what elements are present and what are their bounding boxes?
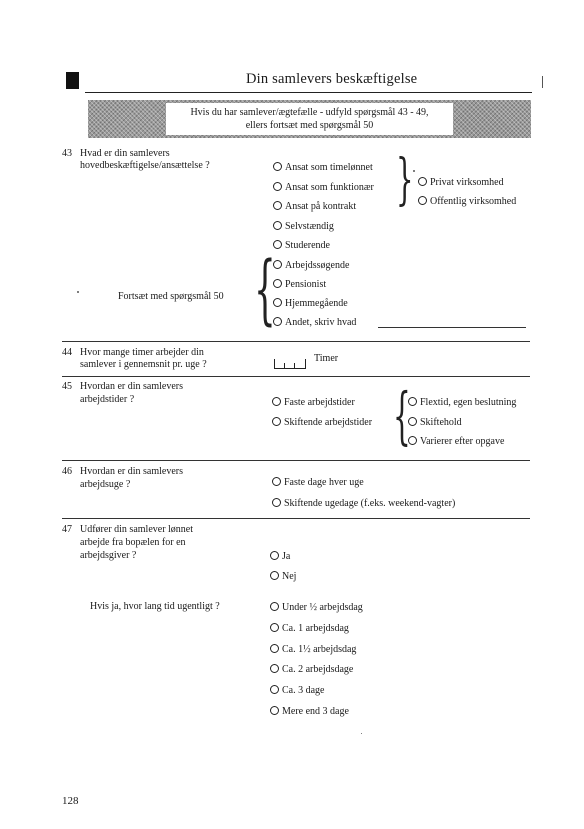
q43-option-kontrakt[interactable]: Ansat på kontrakt	[273, 200, 356, 213]
radio-circle-icon	[408, 417, 417, 426]
q43-option-pensionist[interactable]: Pensionist	[273, 278, 326, 291]
question-43-number: 43	[62, 148, 72, 159]
question-43-line-2: hovedbeskæftigelse/ansættelse ?	[80, 160, 210, 171]
q43-option-funktionaer[interactable]: Ansat som funktionær	[273, 181, 374, 194]
radio-circle-icon	[270, 623, 279, 632]
question-44-line-1: Hvor mange timer arbejder din	[80, 347, 204, 358]
question-45-line-1: Hvordan er din samlevers	[80, 381, 184, 392]
radio-circle-icon	[270, 571, 279, 580]
question-46-line-1: Hvordan er din samlevers	[80, 466, 184, 477]
banner-line-2: ellers fortsæt med spørgsmål 50	[245, 120, 374, 131]
q45-sub-option-flextid[interactable]: Flextid, egen beslutning	[408, 396, 516, 409]
q43-continue-note: Fortsæt med spørgsmål 50	[118, 291, 224, 302]
q43-sub-option-offentlig[interactable]: Offentlig virksomhed	[418, 195, 516, 208]
q47-followup-2-dage[interactable]: Ca. 2 arbejdsdage	[270, 663, 353, 676]
q45-option-faste[interactable]: Faste arbejdstider	[272, 396, 355, 409]
q47-followup-label: Hvis ja, hvor lang tid ugentligt ?	[90, 601, 220, 612]
question-44-number: 44	[62, 347, 72, 358]
q45-option-skiftende[interactable]: Skiftende arbejdstider	[272, 416, 372, 429]
q44-hours-input[interactable]	[274, 359, 306, 369]
q43-option-andet[interactable]: Andet, skriv hvad	[273, 316, 356, 329]
radio-circle-icon	[270, 602, 279, 611]
q47-option-ja[interactable]: Ja	[270, 550, 290, 563]
question-47-line-3: arbejdsgiver ?	[80, 550, 137, 561]
question-44-line-2: samlever i gennemsnit pr. uge ?	[80, 359, 207, 370]
q46-option-skiftende-ugedage[interactable]: Skiftende ugedage (f.eks. weekend-vagter)	[272, 497, 455, 510]
radio-circle-icon	[418, 196, 427, 205]
question-47-line-2: arbejde fra bopælen for en	[80, 537, 186, 548]
section-divider	[62, 518, 530, 519]
section-divider	[62, 341, 530, 342]
right-brace-icon: }	[396, 147, 414, 211]
q43-option-hjemmegaaende[interactable]: Hjemmegående	[273, 297, 348, 310]
question-45-number: 45	[62, 381, 72, 392]
q43-option-timeloennet[interactable]: Ansat som timelønnet	[273, 161, 373, 174]
q47-followup-1-halv-dag[interactable]: Ca. 1½ arbejdsdag	[270, 643, 356, 656]
stray-mark	[361, 733, 362, 734]
q46-option-faste-dage[interactable]: Faste dage hver uge	[272, 476, 364, 489]
q47-followup-mere-end-3[interactable]: Mere end 3 dage	[270, 705, 349, 718]
radio-circle-icon	[270, 551, 279, 560]
q43-option-selvstaendig[interactable]: Selvstændig	[273, 220, 334, 233]
section-divider	[62, 376, 530, 377]
q45-sub-option-varierer[interactable]: Varierer efter opgave	[408, 435, 504, 448]
page-title: Din samlevers beskæftigelse	[246, 71, 418, 87]
q43-sub-option-privat[interactable]: Privat virksomhed	[418, 176, 504, 189]
radio-circle-icon	[418, 177, 427, 186]
question-46-number: 46	[62, 466, 72, 477]
radio-circle-icon	[270, 685, 279, 694]
radio-circle-icon	[270, 644, 279, 653]
radio-circle-icon	[273, 162, 282, 171]
page-number: 128	[62, 795, 79, 807]
black-marker-square	[66, 72, 79, 89]
instruction-banner	[88, 100, 531, 138]
left-brace-icon: {	[393, 379, 411, 452]
radio-circle-icon	[408, 397, 417, 406]
radio-circle-icon	[272, 477, 281, 486]
banner-line-1: Hvis du har samlever/ægtefælle - udfyld spørgsmål 43 - 49,	[190, 107, 429, 118]
q43-option-arbejdssoegende[interactable]: Arbejdssøgende	[273, 259, 349, 272]
radio-circle-icon	[270, 664, 279, 673]
question-43-line-1: Hvad er din samlevers	[80, 148, 170, 159]
q44-unit-label: Timer	[314, 353, 339, 364]
left-brace-icon: {	[254, 244, 276, 333]
title-underline	[85, 92, 532, 93]
question-47-line-1: Udfører din samlever lønnet	[80, 524, 194, 535]
radio-circle-icon	[272, 397, 281, 406]
stray-mark	[77, 291, 79, 293]
stray-mark	[413, 170, 415, 172]
radio-circle-icon	[408, 436, 417, 445]
radio-circle-icon	[273, 201, 282, 210]
q43-option-studerende[interactable]: Studerende	[273, 239, 330, 252]
question-45-line-2: arbejdstider ?	[80, 394, 135, 405]
q47-followup-1-dag[interactable]: Ca. 1 arbejdsdag	[270, 622, 349, 635]
radio-circle-icon	[273, 221, 282, 230]
q43-andet-text-field[interactable]	[378, 327, 526, 328]
radio-circle-icon	[272, 417, 281, 426]
question-47-number: 47	[62, 524, 72, 535]
radio-circle-icon	[273, 182, 282, 191]
q47-followup-under-halv[interactable]: Under ½ arbejdsdag	[270, 601, 363, 614]
question-46-line-2: arbejdsuge ?	[80, 479, 131, 490]
radio-circle-icon	[270, 706, 279, 715]
margin-tick	[542, 76, 543, 88]
q45-sub-option-skiftehold[interactable]: Skiftehold	[408, 416, 462, 429]
q47-option-nej[interactable]: Nej	[270, 570, 296, 583]
instruction-banner-text	[166, 103, 453, 135]
radio-circle-icon	[272, 498, 281, 507]
q47-followup-3-dage[interactable]: Ca. 3 dage	[270, 684, 325, 697]
section-divider	[62, 460, 530, 461]
